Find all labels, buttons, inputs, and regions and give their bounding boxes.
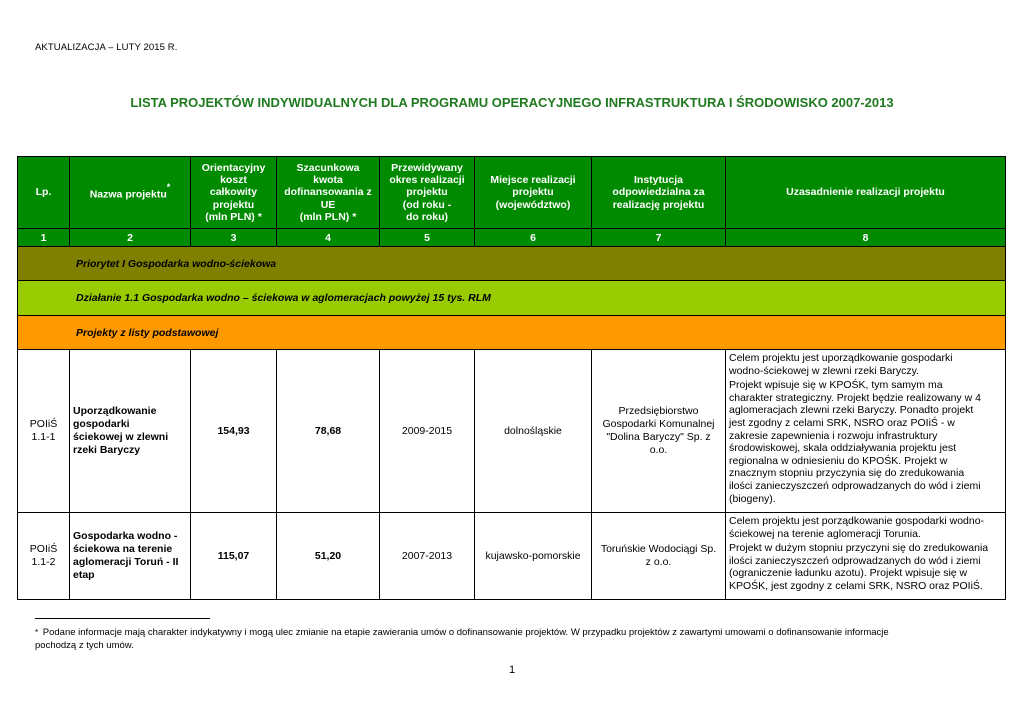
justification-line: Projekt w dużym stopniu przyczyni się do zredukowania — [729, 542, 989, 555]
header-line: koszt — [220, 174, 247, 187]
list-row — [18, 316, 1006, 350]
lp-line: 1.1-1 — [31, 431, 56, 443]
column-number: 8 — [726, 229, 1006, 247]
justification-line: ilości zanieczyszczeń odprowadzanych do wód i ziemi — [729, 479, 981, 492]
institution-line: o.o. — [649, 444, 668, 456]
column-number: 7 — [592, 229, 726, 247]
name-line: Gospodarka wodno - — [73, 530, 178, 542]
update-note: AKTUALIZACJA – LUTY 2015 R. — [35, 42, 178, 53]
project-cofinancing: 51,20 — [277, 513, 380, 600]
header-line: projektu — [406, 186, 448, 199]
institution-line: Gospodarki Komunalnej — [602, 418, 715, 430]
column-number: 2 — [70, 229, 191, 247]
list-label: Projekty z listy podstawowej — [18, 316, 1006, 350]
header-line: (mln PLN) * — [205, 210, 262, 223]
justification-line: Celem projektu jest uporządkowanie gospodarki — [729, 352, 953, 364]
justification-paragraph — [729, 379, 1002, 505]
name-line: Uporządkowanie — [73, 405, 157, 417]
header-line: do roku) — [406, 210, 448, 223]
project-cost: 154,93 — [191, 350, 277, 513]
project-name — [70, 513, 191, 600]
project-justification — [726, 350, 1006, 513]
justification-paragraph — [729, 352, 1002, 377]
justification-line: ilości zanieczyszczeń odprowadzanych do wód i ziemi — [729, 554, 981, 567]
table-row — [18, 513, 1006, 600]
header-line: Szacunkowa — [296, 161, 360, 174]
justification-line: (biogeny). — [729, 492, 776, 505]
footnote-marker: * — [35, 628, 39, 637]
justification-line: Celem projektu jest porządkowanie gospodarki wodno- — [729, 515, 985, 527]
measure-label: Działanie 1.1 Gospodarka wodno – ściekowa w aglomeracjach powyżej 15 tys. RLM — [18, 281, 1006, 316]
footnote-ref-marker: * — [166, 182, 171, 193]
lp-line: POIiŚ — [29, 418, 58, 430]
projects-table — [17, 156, 1006, 600]
header-line: projektu — [212, 198, 255, 211]
col-header-period — [380, 157, 475, 229]
name-line: gospodarki — [73, 418, 130, 430]
justification-line: KPOŚK, jest zgodny z celami SRK, NSRO oraz POIiŚ. — [729, 579, 983, 592]
project-lp — [18, 513, 70, 600]
footnote-line: pochodzą z tych umów. — [35, 640, 134, 651]
justification-line: charakter strategiczny. Projekt będzie realizowany w 4 — [729, 391, 981, 404]
header-line: Orientacyjny — [201, 161, 266, 174]
measure-row — [18, 281, 1006, 316]
project-institution — [592, 350, 726, 513]
justification-line: zakresie zapewnienia i rozwoju infrastruktury — [729, 429, 938, 442]
justification-paragraph — [729, 515, 1002, 540]
header-line: (mln PLN) * — [299, 210, 357, 223]
header-line: realizację projektu — [612, 198, 705, 211]
header-line: Instytucja — [633, 174, 683, 187]
project-justification — [726, 513, 1006, 600]
header-line: Miejsce realizacji — [490, 174, 576, 187]
header-line: odpowiedzialna za — [612, 186, 705, 199]
column-number: 3 — [191, 229, 277, 247]
name-line: ściekowej w zlewni — [73, 431, 169, 443]
col-header-institution — [592, 157, 726, 229]
header-line: (od roku - — [402, 198, 452, 211]
header-line: całkowity — [209, 186, 258, 199]
name-line: rzeki Baryczy — [73, 444, 141, 456]
project-cofinancing: 78,68 — [277, 350, 380, 513]
project-cost: 115,07 — [191, 513, 277, 600]
col-header-name-label: Nazwa projektu — [89, 188, 167, 201]
project-place: dolnośląskie — [475, 350, 592, 513]
name-line: aglomeracji Toruń - II — [73, 556, 179, 568]
col-header-cost — [191, 157, 277, 229]
column-number: 5 — [380, 229, 475, 247]
table-row — [18, 350, 1006, 513]
col-header-place — [475, 157, 592, 229]
lp-line: 1.1-2 — [31, 556, 56, 568]
institution-line: "Dolina Baryczy" Sp. z — [606, 431, 711, 443]
footnote — [35, 626, 995, 652]
col-header-lp: Lp. — [18, 157, 70, 229]
header-line: projektu — [512, 186, 554, 199]
project-lp — [18, 350, 70, 513]
document-title: LISTA PROJEKTÓW INDYWIDUALNYCH DLA PROGRAMU OPERACYJNEGO INFRASTRUKTURA I ŚRODOWISKO 2007-2013 — [130, 95, 894, 110]
column-number: 4 — [277, 229, 380, 247]
project-place: kujawsko-pomorskie — [475, 513, 592, 600]
justification-line: regionalna w odniesieniu do KPOŚK. Projekt w — [729, 454, 948, 467]
footnote-line: Podane informacje mają charakter indykatywny i mogą ulec zmianie na etapie zawierania umów o dofinansowanie projektów. W przypadku projektów z zawartymi umowami o dofinansowanie informacje — [42, 627, 889, 638]
header-line: Przewidywany — [391, 161, 463, 174]
footnote-separator — [35, 618, 210, 619]
col-header-name — [70, 157, 191, 229]
header-line: kwota — [313, 174, 343, 187]
project-institution — [592, 513, 726, 600]
justification-line: wodno-ściekowej w zlewni rzeki Baryczy. — [729, 364, 920, 377]
project-period: 2007-2013 — [380, 513, 475, 600]
header-line: dofinansowania z — [284, 186, 372, 199]
name-line: ściekowa na terenie — [73, 543, 173, 555]
justification-line: (ograniczenie ładunku azotu). Projekt wpisuje się w — [729, 567, 968, 580]
justification-line: aglomeracjach zlewni rzeki Baryczy. Ponadto projekt — [729, 404, 974, 417]
header-line: (województwo) — [495, 198, 571, 211]
column-number-row — [18, 229, 1006, 247]
project-period: 2009-2015 — [380, 350, 475, 513]
col-header-cofinancing — [277, 157, 380, 229]
institution-line: Toruńskie Wodociągi Sp. — [600, 543, 717, 555]
institution-line: z o.o. — [645, 556, 672, 568]
justification-line: środowiskowej, skala oddziaływania projektu jest — [729, 442, 957, 455]
name-line: etap — [73, 569, 95, 581]
justification-line: ściekowej na terenie aglomeracji Torunia. — [729, 527, 921, 540]
header-line: okres realizacji — [389, 174, 465, 187]
header-line: UE — [320, 198, 336, 211]
col-header-justification: Uzasadnienie realizacji projektu — [726, 157, 1006, 229]
justification-line: jest zgodny z celami SRK, NSRO oraz POIiŚ - w — [729, 416, 955, 429]
column-number: 6 — [475, 229, 592, 247]
justification-paragraph — [729, 542, 1002, 592]
column-number: 1 — [18, 229, 70, 247]
lp-line: POIiŚ — [29, 543, 58, 555]
header-row — [18, 157, 1006, 229]
justification-line: znacznym stopniu przyczynia się do zredukowania — [729, 467, 965, 480]
project-name — [70, 350, 191, 513]
institution-line: Przedsiębiorstwo — [618, 405, 699, 417]
priority-row — [18, 247, 1006, 281]
justification-line: Projekt wpisuje się w KPOŚK, tym samym ma — [729, 379, 943, 392]
priority-label: Priorytet I Gospodarka wodno-ściekowa — [18, 247, 1006, 281]
page-number: 1 — [508, 664, 516, 676]
